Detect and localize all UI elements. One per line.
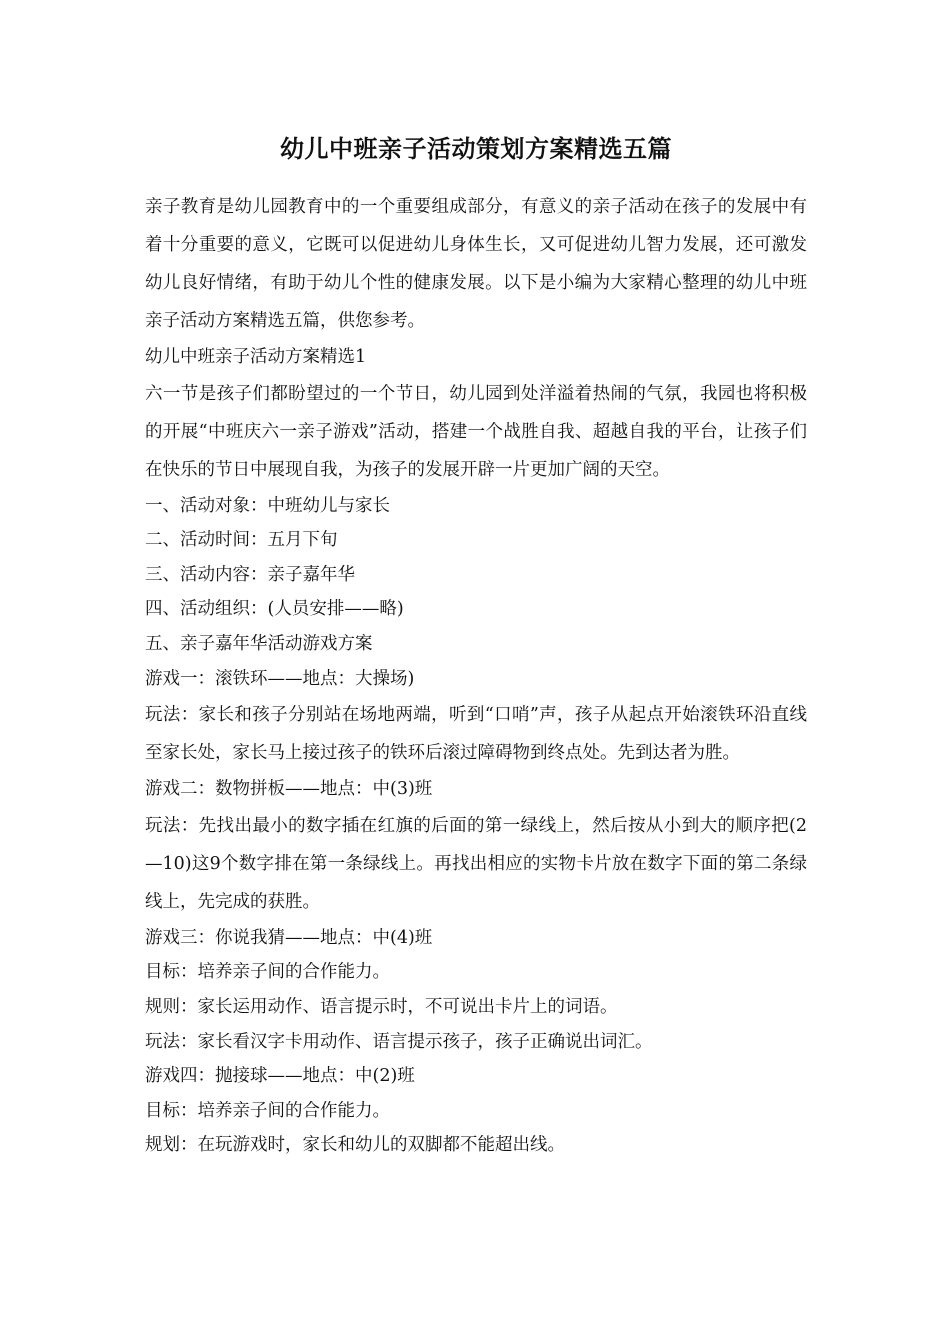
section-heading: 幼儿中班亲子活动方案精选1 (145, 347, 367, 367)
activity-target: 一、活动对象：中班幼儿与家长 (145, 495, 390, 516)
game-two-title: 游戏二：数物拼板——地点：中(3)班 (145, 779, 433, 800)
game-three-goal: 目标：培养亲子间的合作能力。 (145, 962, 390, 983)
activity-time: 二、活动时间：五月下旬 (145, 530, 338, 551)
game-four-title: 游戏四：抛接球——地点：中(2)班 (145, 1066, 415, 1087)
game-one-rules: 玩法：家长和孩子分别站在场地两端，听到“口哨”声，孩子从起点开始滚铁环沿直线至家长处，家长马上接过孩子的铁环后滚过障碍物到终点处。先到达者为胜。 (145, 705, 807, 764)
intro-paragraph: 亲子教育是幼儿园教育中的一个重要组成部分，有意义的亲子活动在孩子的发展中有着十分重要的意义，它既可以促进幼儿身体生长，又可促进幼儿智力发展，还可激发幼儿良好情绪，有助于幼儿个性的健康发展。以下是小编为大家精心整理的幼儿中班亲子活动方案精选五篇，供您参考。 (145, 197, 807, 331)
activity-content: 三、活动内容：亲子嘉年华 (145, 564, 355, 585)
section-intro-paragraph: 六一节是孩子们都盼望过的一个节日，幼儿园到处洋溢着热闹的气氛，我园也将积极的开展“中班庆六一亲子游戏”活动，搭建一个战胜自我、超越自我的平台，让孩子们在快乐的节日中展现自我，为孩子的发展开辟一片更加广阔的天空。 (145, 383, 807, 480)
game-two-rules: 玩法：先找出最小的数字插在红旗的后面的第一绿线上，然后按从小到大的顺序把(2—10)这9个数字排在第一条绿线上。再找出相应的实物卡片放在数字下面的第二条绿线上，先完成的获胜。 (145, 815, 807, 912)
document-page (145, 126, 807, 1163)
activity-organization: 四、活动组织：(人员安排——略) (145, 599, 404, 620)
game-three-title: 游戏三：你说我猜——地点：中(4)班 (145, 927, 433, 948)
game-four-goal: 目标：培养亲子间的合作能力。 (145, 1100, 390, 1121)
game-three-rule: 规则：家长运用动作、语言提示时，不可说出卡片上的词语。 (145, 996, 618, 1017)
activity-plan: 五、亲子嘉年华活动游戏方案 (145, 633, 373, 654)
game-one-title: 游戏一：滚铁环——地点：大操场) (145, 668, 415, 689)
game-three-play: 玩法：家长看汉字卡用动作、语言提示孩子，孩子正确说出词汇。 (145, 1031, 653, 1052)
document-title: 幼儿中班亲子活动策划方案精选五篇 (280, 134, 672, 163)
game-four-plan: 规划：在玩游戏时，家长和幼儿的双脚都不能超出线。 (145, 1135, 565, 1156)
